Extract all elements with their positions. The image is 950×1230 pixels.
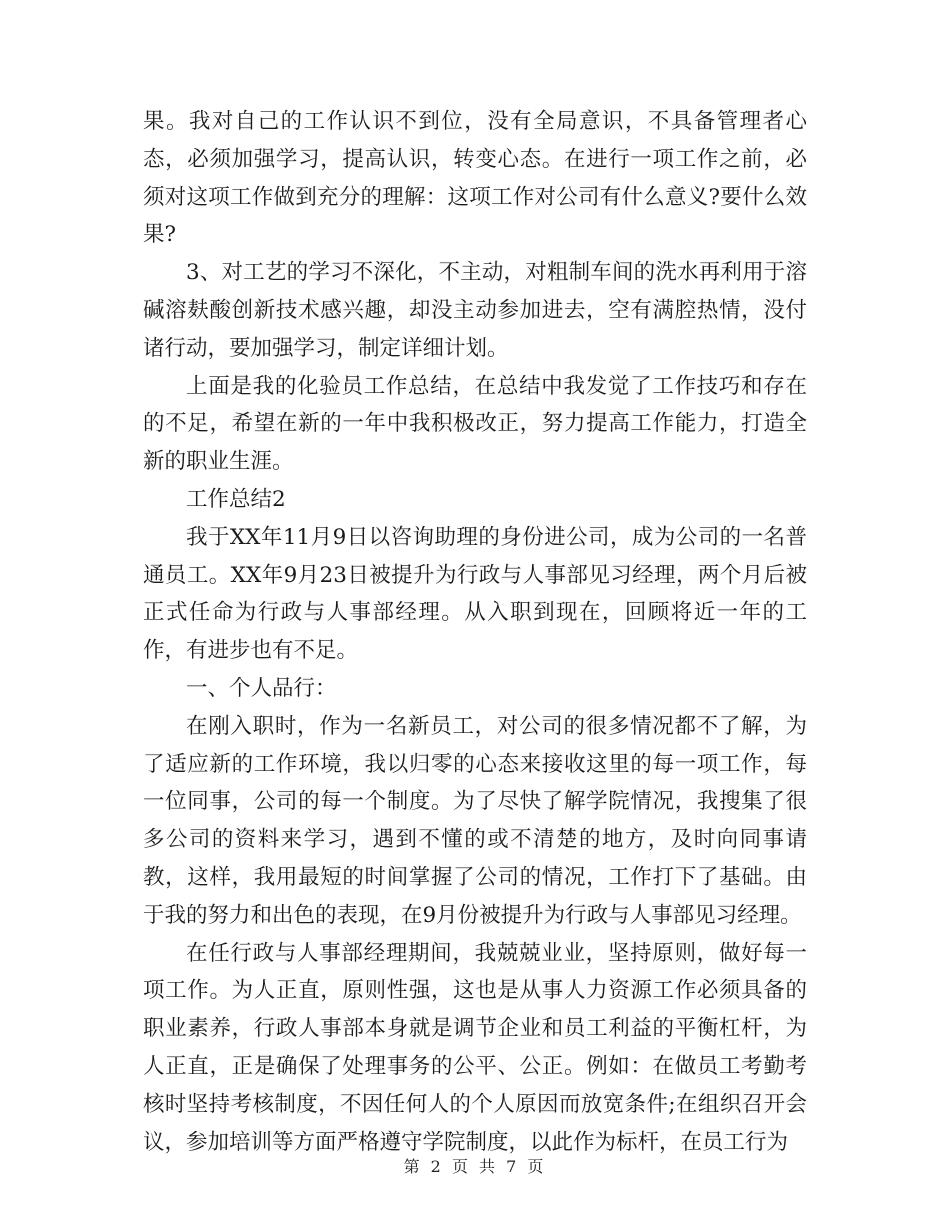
paragraph-5: 我于XX年11月9日以咨询助理的身份进公司，成为公司的一名普通员工。XX年9月23日被提升为行政与人事部见习经理，两个月后被正式任命为行政与人事部经理。从入职到现在，回顾将近一年的工作，有进步也有不足。 [143,524,807,664]
paragraph-2: 3、对工艺的学习不深化，不主动，对粗制车间的洗水再利用于溶碱溶麸酸创新技术感兴趣，却没主动参加进去，空有满腔热情，没付诸行动，要加强学习，制定详细计划。 [143,260,807,361]
paragraph-8: 在任行政与人事部经理期间，我兢兢业业，坚持原则，做好每一项工作。为人正直，原则性强，这也是从事人力资源工作必须具备的职业素养，行政人事部本身就是调节企业和员工利益的平衡杠杆，为人正直，正是确保了处理事务的公平、公正。例如：在做员工考勤考核时坚持考核制度，不因任何人的个人原因而放宽条件;在组织召开会议，参加培训等方面严格遵守学院制度，以此作为标杆，在员工行为 [143,940,807,1155]
paragraph-1: 果。我对自己的工作认识不到位，没有全局意识，不具备管理者心态，必须加强学习，提高认识，转变心态。在进行一项工作之前，必须对这项工作做到充分的理解：这项工作对公司有什么意义?要什么效果? [143,109,807,248]
paragraph-7: 在刚入职时，作为一名新员工，对公司的很多情况都不了解，为了适应新的工作环境，我以归零的心态来接收这里的每一项工作，每一位同事，公司的每一个制度。为了尽快了解学院情况，我搜集了很多公司的资料来学习，遇到不懂的或不清楚的地方，及时向同事请教，这样，我用最短的时间掌握了公司的情况，工作打下了基础。由于我的努力和出色的表现，在9月份被提升为行政与人事部见习经理。 [143,713,807,928]
subsection-heading: 一、个人品行： [186,675,337,701]
paragraph-3: 上面是我的化验员工作总结，在总结中我发觉了工作技巧和存在的不足，希望在新的一年中我积极改正，努力提高工作能力，打造全新的职业生涯。 [143,373,807,475]
section-heading: 工作总结2 [186,486,286,512]
document-body [143,103,807,1161]
page-number-footer: 第 2 页 共 7 页 [403,1157,547,1176]
